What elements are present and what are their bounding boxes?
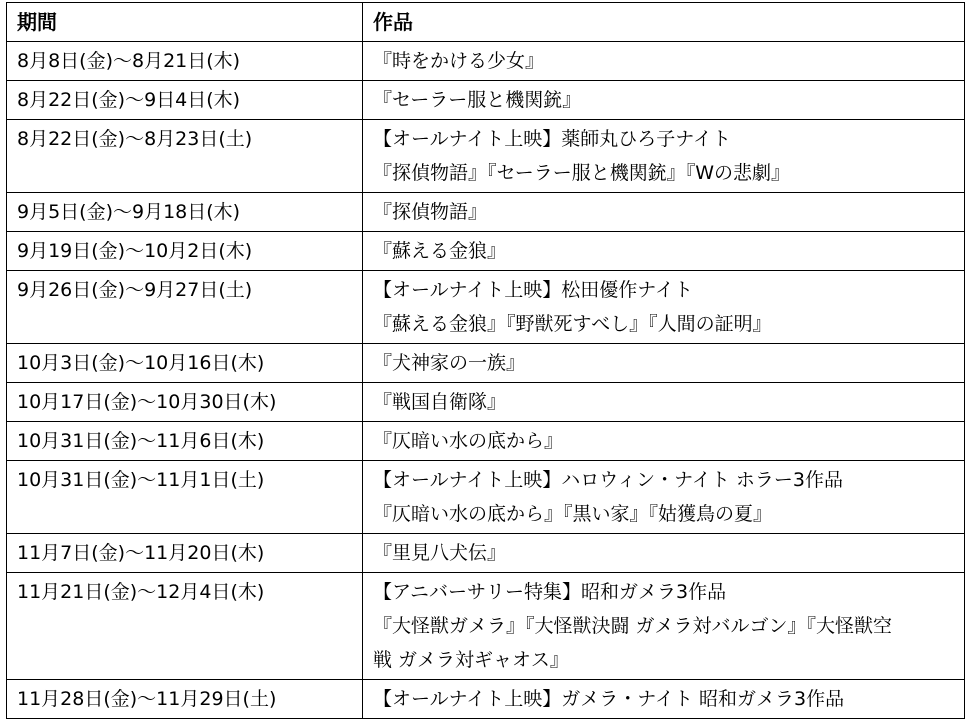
table-row: [7, 232, 965, 271]
period-cell: 8月8日(金)～8月21日(木): [7, 42, 363, 81]
work-cell: [363, 534, 965, 573]
period-cell: 10月31日(金)～11月1日(土): [7, 461, 363, 534]
table-row: [7, 344, 965, 383]
work-line: 【オールナイト上映】ハロウィン・ナイト ホラー3作品: [373, 469, 843, 491]
work-line: 【オールナイト上映】薬師丸ひろ子ナイト: [373, 128, 731, 150]
table-row: [7, 573, 965, 680]
period-cell: 11月7日(金)～11月20日(木): [7, 534, 363, 573]
work-cell: [363, 271, 965, 344]
work-cell: [363, 680, 965, 719]
work-cell: [363, 422, 965, 461]
table-row: [7, 680, 965, 719]
work-line: 戦 ガメラ対ギャオス』: [373, 649, 569, 671]
work-cell: [363, 193, 965, 232]
period-cell: 9月19日(金)～10月2日(木): [7, 232, 363, 271]
work-cell: [363, 383, 965, 422]
work-line: 【オールナイト上映】ガメラ・ナイト 昭和ガメラ3作品: [373, 688, 845, 710]
period-cell: 10月3日(金)～10月16日(木): [7, 344, 363, 383]
work-line: 『里見八犬伝』: [373, 542, 507, 564]
work-line: 『仄暗い水の底から』『黒い家』『姑獲鳥の夏』: [373, 503, 773, 525]
table-row: [7, 42, 965, 81]
table-row: [7, 120, 965, 193]
work-line: 『大怪獣ガメラ』『大怪獣決闘 ガメラ対バルゴン』『大怪獣空: [373, 615, 893, 637]
work-line: 『蘇える金狼』: [373, 240, 507, 262]
period-cell: 10月17日(金)～10月30日(木): [7, 383, 363, 422]
table-row: [7, 271, 965, 344]
table-row: [7, 383, 965, 422]
table-row: [7, 193, 965, 232]
work-cell: [363, 573, 965, 680]
table-row: [7, 81, 965, 120]
schedule-body: [7, 42, 965, 719]
period-cell: 11月21日(金)～12月4日(木): [7, 573, 363, 680]
work-cell: [363, 232, 965, 271]
header-period: 期間: [7, 3, 363, 42]
work-line: 『セーラー服と機関銃』: [373, 89, 582, 111]
work-line: 『時をかける少女』: [373, 50, 545, 72]
schedule-table: [6, 2, 965, 719]
period-cell: 9月5日(金)～9月18日(木): [7, 193, 363, 232]
work-line: 『戦国自衛隊』: [373, 391, 507, 413]
work-line: 『仄暗い水の底から』: [373, 430, 564, 452]
period-cell: 8月22日(金)～8月23日(土): [7, 120, 363, 193]
work-cell: [363, 344, 965, 383]
header-row: [7, 3, 965, 42]
table-row: [7, 461, 965, 534]
period-cell: 11月28日(金)～11月29日(土): [7, 680, 363, 719]
period-cell: 9月26日(金)～9月27日(土): [7, 271, 363, 344]
work-line: 『探偵物語』『セーラー服と機関銃』『Wの悲劇』: [373, 162, 791, 184]
work-cell: [363, 461, 965, 534]
work-cell: [363, 81, 965, 120]
work-line: 『犬神家の一族』: [373, 352, 526, 374]
work-line: 【アニバーサリー特集】昭和ガメラ3作品: [373, 581, 727, 603]
work-line: 『蘇える金狼』『野獣死すべし』『人間の証明』: [373, 313, 772, 335]
period-cell: 10月31日(金)～11月6日(木): [7, 422, 363, 461]
period-cell: 8月22日(金)～9日4日(木): [7, 81, 363, 120]
header-work: 作品: [363, 3, 965, 42]
work-line: 【オールナイト上映】松田優作ナイト: [373, 279, 693, 301]
work-line: 『探偵物語』: [373, 201, 488, 223]
work-cell: [363, 42, 965, 81]
work-cell: [363, 120, 965, 193]
table-row: [7, 534, 965, 573]
table-row: [7, 422, 965, 461]
